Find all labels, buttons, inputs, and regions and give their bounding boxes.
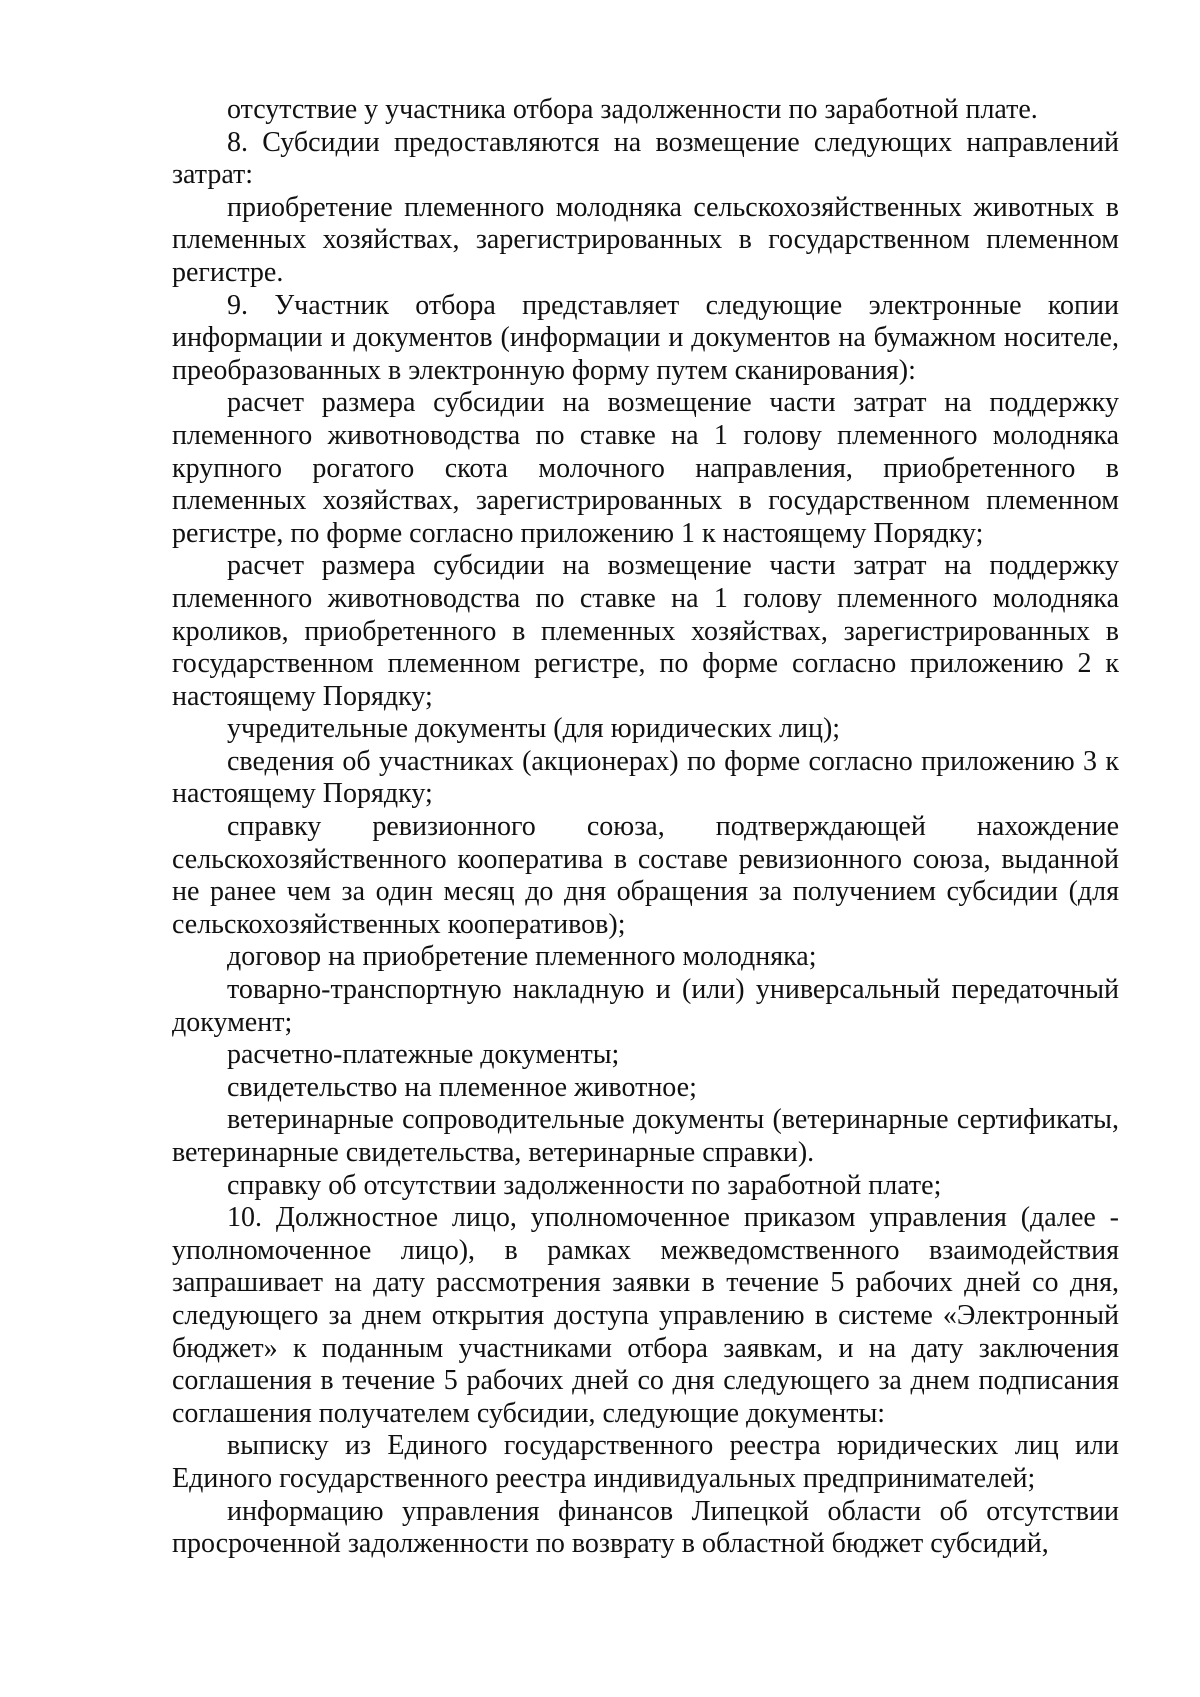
paragraph-item-8: 8. Субсидии предоставляются на возмещение следующих направлений затрат:	[172, 126, 1119, 191]
document-page	[172, 94, 1119, 1561]
paragraph-item-9: 9. Участник отбора представляет следующие электронные копии информации и документов (информации и документов на бумажном носителе, преобразованных в электронную форму путем сканирования):	[172, 289, 1119, 386]
paragraph-payment-documents: расчетно-платежные документы;	[227, 1039, 620, 1071]
paragraph-founding-documents: учредительные документы (для юридических лиц);	[227, 713, 841, 745]
paragraph-purchase-contract: договор на приобретение племенного молодняка;	[227, 941, 817, 973]
paragraph-item-10: 10. Должностное лицо, уполномоченное приказом управления (далее - уполномоченное лицо), в рамках межведомственного взаимодействия запрашивает на дату рассмотрения заявки в течение 5 рабочих дней со дня, следующего за днем открытия доступа управлению в системе «Электронный бюджет» к поданным участниками отбора заявкам, и на дату заключения соглашения в течение 5 рабочих дней со дня следующего за днем подписания соглашения получателем субсидии, следующие документы:	[172, 1202, 1119, 1429]
paragraph-veterinary-documents: ветеринарные сопроводительные документы (ветеринарные сертификаты, ветеринарные свидетельства, ветеринарные справки).	[172, 1104, 1119, 1168]
paragraph-breeding-certificate: свидетельство на племенное животное;	[227, 1071, 697, 1103]
paragraph-cattle-calculation: расчет размера субсидии на возмещение части затрат на поддержку племенного животноводства по ставке на 1 голову племенного молодняка крупного рогатого скота молочного направления, приобретенного в племенных хозяйствах, зарегистрированных в государственном племенном регистре, по форме согласно приложению 1 к настоящему Порядку;	[172, 387, 1119, 549]
paragraph-rabbit-calculation: расчет размера субсидии на возмещение части затрат на поддержку племенного животноводства по ставке на 1 голову племенного молодняка кроликов, приобретенного в племенных хозяйствах, зарегистрированных в государственном племенном регистре, по форме согласно приложению 2 к настоящему Порядку;	[172, 550, 1119, 712]
paragraph-no-wage-debt: отсутствие у участника отбора задолженности по заработной плате.	[227, 94, 1038, 125]
paragraph-breeding-purchase: приобретение племенного молодняка сельскохозяйственных животных в племенных хозяйствах, зарегистрированных в государственном племенном регистре.	[172, 191, 1119, 288]
paragraph-shareholders-info: сведения об участниках (акционерах) по форме согласно приложению 3 к настоящему Порядку;	[172, 745, 1119, 810]
paragraph-waybill: товарно-транспортную накладную и (или) универсальный передаточный документ;	[172, 974, 1119, 1038]
paragraph-wage-debt-certificate: справку об отсутствии задолженности по заработной плате;	[227, 1169, 942, 1201]
paragraph-finance-info: информацию управления финансов Липецкой области об отсутствии просроченной задолженности по возврату в областной бюджет субсидий,	[172, 1495, 1119, 1560]
paragraph-audit-union-certificate: справку ревизионного союза, подтверждающей нахождение сельскохозяйственного кооператива в составе ревизионного союза, выданной не ранее чем за один месяц до дня обращения за получением субсидии (для сельскохозяйственных кооперативов);	[172, 811, 1119, 940]
paragraph-registry-extract: выписку из Единого государственного реестра юридических лиц или Единого государственного реестра индивидуальных предпринимателей;	[172, 1430, 1119, 1494]
